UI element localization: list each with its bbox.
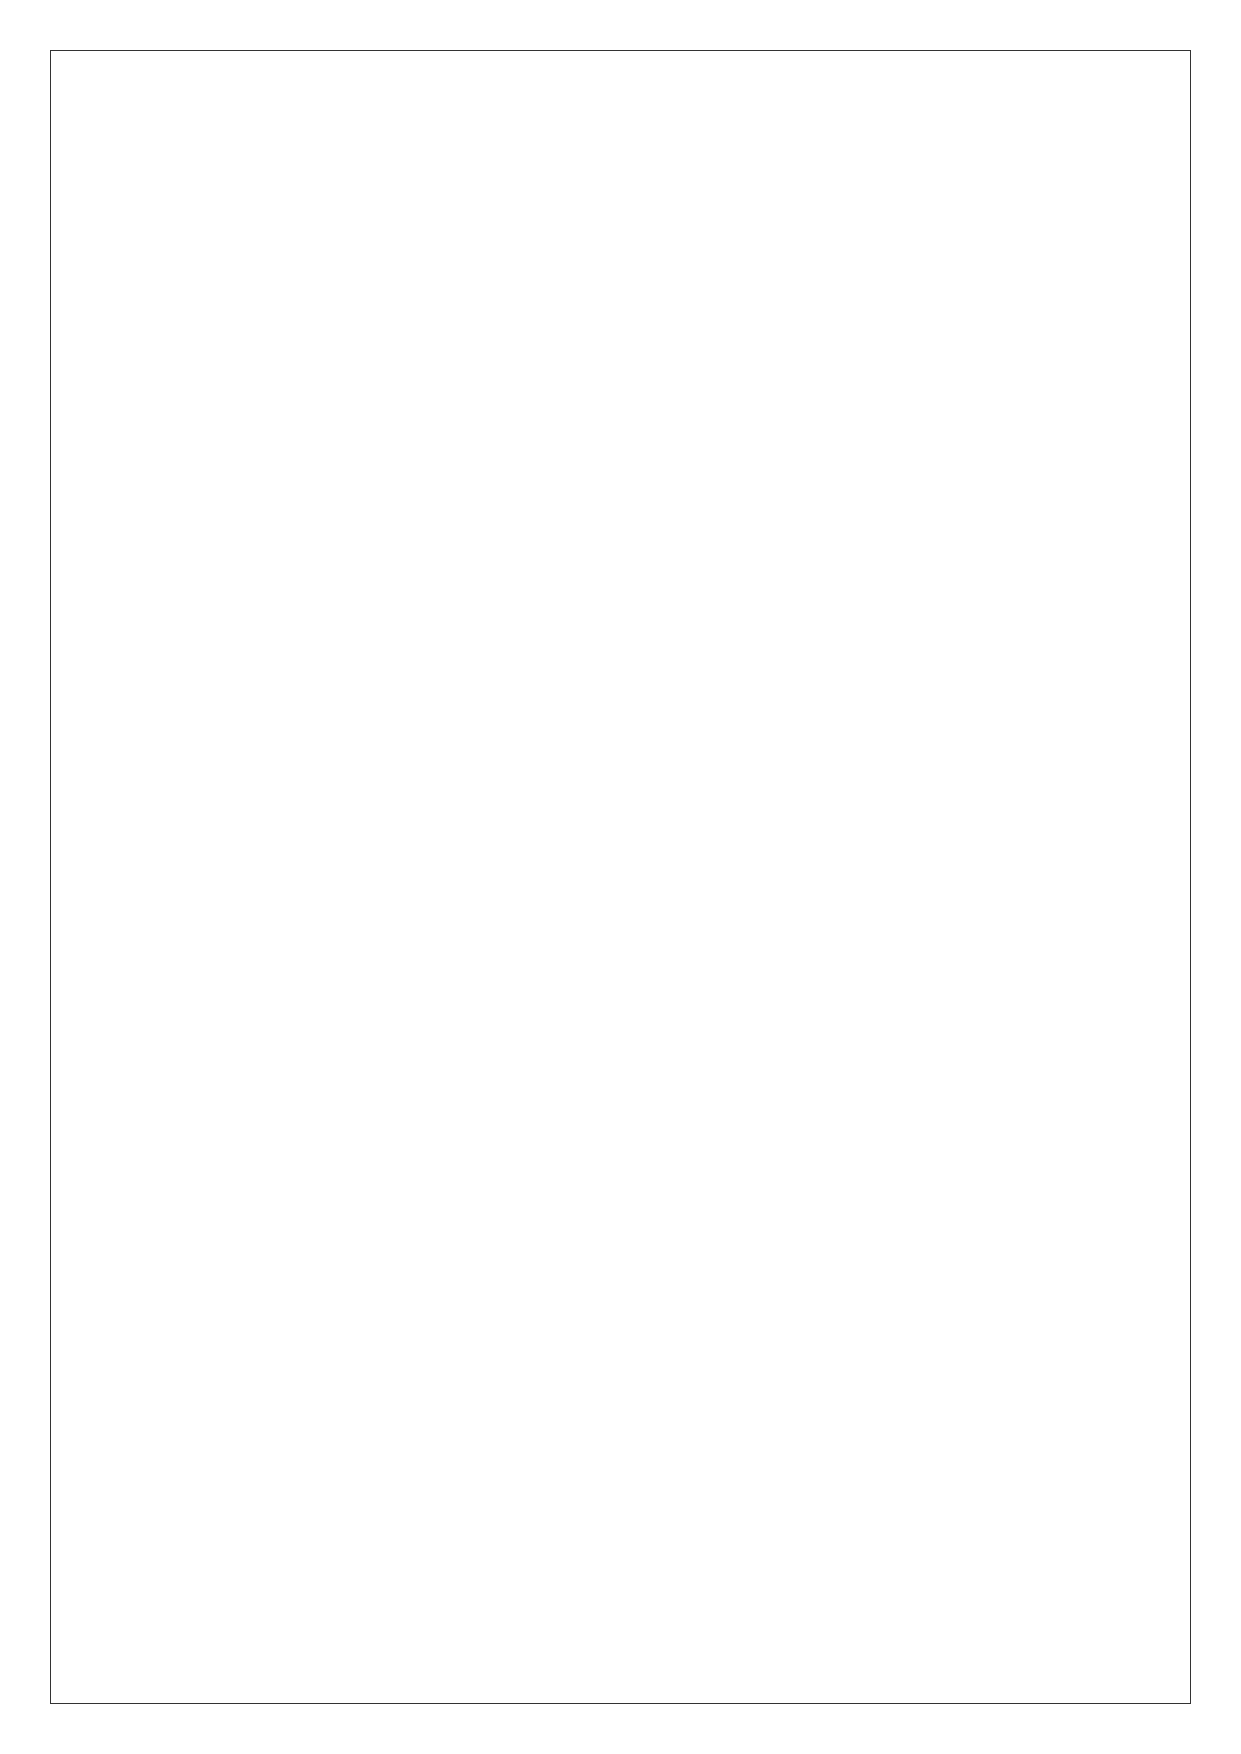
page-border	[50, 50, 1191, 1704]
